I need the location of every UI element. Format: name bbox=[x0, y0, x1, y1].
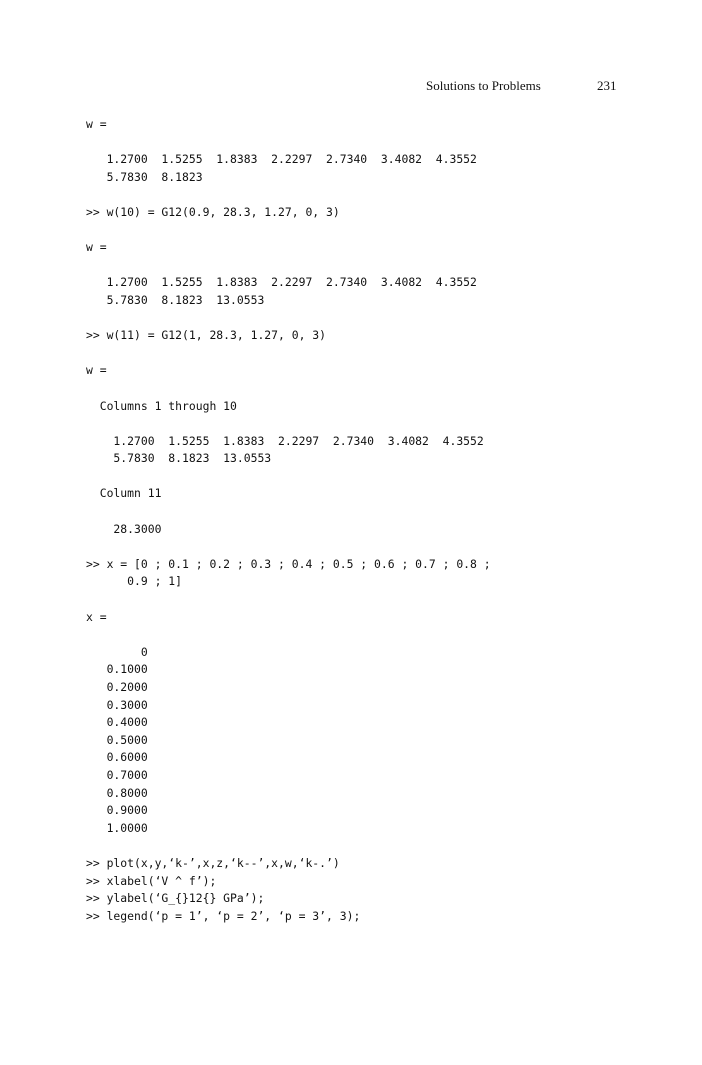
code-line: w = bbox=[86, 240, 107, 255]
code-line bbox=[86, 468, 646, 486]
code-line: 0.8000 bbox=[86, 785, 148, 800]
code-line: x = bbox=[86, 609, 107, 624]
running-title: Solutions to Problems bbox=[426, 78, 541, 93]
code-line: 0.5000 bbox=[86, 732, 148, 747]
code-line bbox=[86, 415, 646, 433]
code-line bbox=[86, 345, 646, 363]
code-line: w = bbox=[86, 117, 107, 131]
code-line bbox=[86, 626, 646, 644]
code-line: Column 11 bbox=[86, 486, 162, 501]
code-line: 1.2700 1.5255 1.8383 2.2297 2.7340 3.4082 4.3552 bbox=[86, 152, 477, 167]
code-line: 0.2000 bbox=[86, 680, 148, 694]
code-line: 1.0000 bbox=[86, 820, 148, 835]
code-line: >> x = [0 ; 0.1 ; 0.2 ; 0.3 ; 0.4 ; 0.5 ; 0.6 ; 0.7 ; 0.8 ; bbox=[86, 556, 491, 571]
code-line: >> plot(x,y,‘k-’,x,z,‘k--’,x,w,‘k-.’) bbox=[86, 855, 340, 870]
code-line bbox=[86, 591, 646, 609]
page-number: 231 bbox=[597, 78, 617, 93]
code-line: 0.1000 bbox=[86, 662, 148, 677]
code-line bbox=[86, 134, 646, 152]
code-line: 1.2700 1.5255 1.8383 2.2297 2.7340 3.4082 4.3552 bbox=[86, 275, 477, 290]
code-line: 0 bbox=[86, 644, 148, 659]
code-line: 0.7000 bbox=[86, 767, 148, 782]
code-line bbox=[86, 257, 646, 275]
code-line: 5.7830 8.1823 13.0553 bbox=[86, 292, 265, 307]
code-line: >> ylabel(‘G_{}12{} GPa’); bbox=[86, 891, 265, 906]
code-line: >> legend(‘p = 1’, ‘p = 2’, ‘p = 3’, 3); bbox=[86, 908, 361, 923]
code-line bbox=[86, 222, 646, 240]
code-line: 0.9 ; 1] bbox=[86, 574, 183, 589]
code-line: 0.6000 bbox=[86, 750, 148, 765]
code-line: >> xlabel(‘V ^ f’); bbox=[86, 873, 217, 888]
code-line: 28.3000 bbox=[86, 521, 162, 536]
code-line bbox=[86, 310, 646, 328]
code-line bbox=[86, 503, 646, 521]
code-line: w = bbox=[86, 363, 107, 378]
code-line: Columns 1 through 10 bbox=[86, 398, 237, 413]
code-line: 0.9000 bbox=[86, 803, 148, 818]
code-line: >> w(11) = G12(1, 28.3, 1.27, 0, 3) bbox=[86, 328, 327, 343]
code-line: 0.3000 bbox=[86, 697, 148, 712]
code-line bbox=[86, 380, 646, 398]
code-line: >> w(10) = G12(0.9, 28.3, 1.27, 0, 3) bbox=[86, 204, 340, 219]
matlab-session-listing bbox=[86, 116, 646, 925]
code-line: 5.7830 8.1823 13.0553 bbox=[86, 451, 272, 466]
code-line bbox=[86, 837, 646, 855]
code-line: 1.2700 1.5255 1.8383 2.2297 2.7340 3.4082 4.3552 bbox=[86, 433, 484, 448]
code-line: 5.7830 8.1823 bbox=[86, 169, 203, 184]
code-line: 0.4000 bbox=[86, 715, 148, 730]
code-line bbox=[86, 186, 646, 204]
code-line bbox=[86, 538, 646, 556]
